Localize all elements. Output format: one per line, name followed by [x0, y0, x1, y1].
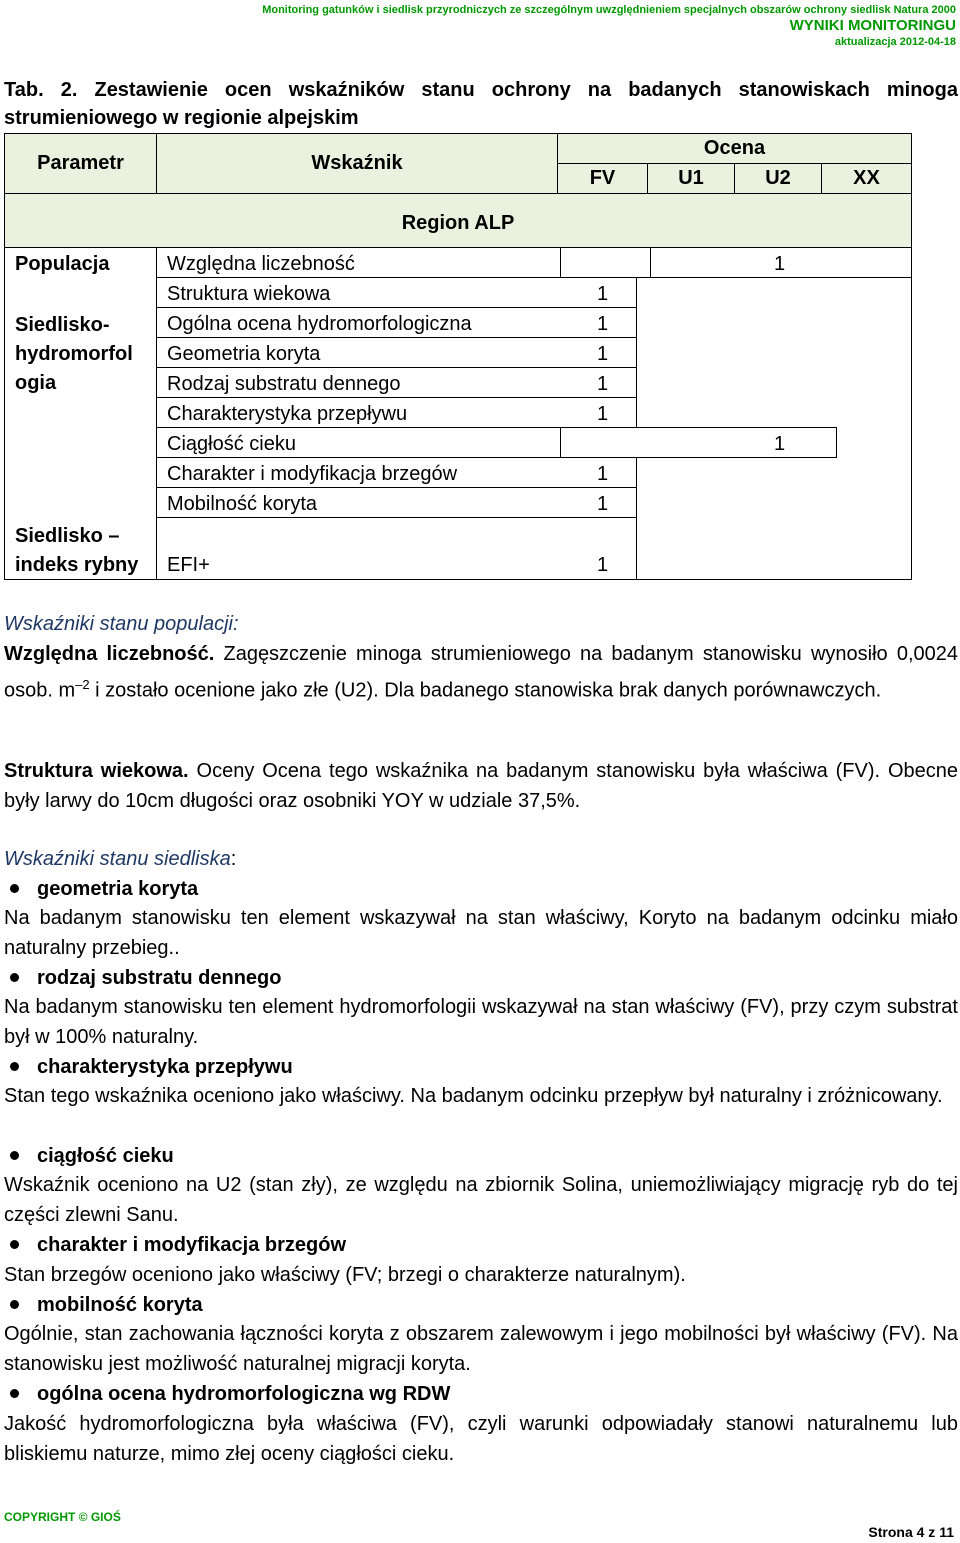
- paragraph-struktura: [4, 757, 958, 816]
- bullet-text: Stan brzegów oceniono jako właściwy (FV; brzegi o charakterze naturalnym).: [4, 1264, 686, 1286]
- col-header-parametr: Parametr: [4, 133, 157, 194]
- bullet-heading: mobilność koryta: [37, 1294, 203, 1316]
- header-project-title: Monitoring gatunków i siedlisk przyrodniczych ze szczególnym uwzględnieniem specjalnych obszarów ochrony siedlisk Natura 2000: [262, 4, 956, 16]
- bullet-icon: [10, 1389, 19, 1398]
- value-fv: 1: [597, 343, 609, 365]
- paragraph-lead: Struktura wiekowa.: [4, 760, 189, 782]
- indicator-label: Ciągłość cieku: [167, 433, 296, 455]
- bullet-item: [4, 1291, 203, 1320]
- superscript: –2: [75, 676, 90, 692]
- param-siedlisko-hydro-1: Siedlisko-: [15, 314, 110, 336]
- value-fv: 1: [597, 283, 609, 305]
- bullet-icon: [10, 1151, 19, 1160]
- bullet-text: Na badanym stanowisku ten element wskazywał na stan właściwy, Koryto na badanym odcinku miało naturalny przebieg..: [4, 907, 958, 959]
- bullet-item: [4, 964, 281, 993]
- value-u2: 1: [774, 253, 786, 275]
- grade-fv: FV: [557, 163, 648, 194]
- indicator-label: Geometria koryta: [167, 343, 321, 365]
- habitat-heading: [4, 845, 958, 875]
- divider: [560, 427, 561, 458]
- bullet-text: Na badanym stanowisku ten element hydromorfologii wskazywał na stan właściwy (FV), przy czym substrat był w 100% naturalny.: [4, 996, 958, 1048]
- bullet-text: Jakość hydromorfologiczna była właściwa (FV), czyli warunki odpowiadały stanowi naturalnemu lub bliskiemu naturze, mimo złej oceny ciągłości cieku.: [4, 1413, 958, 1465]
- indicator-label: Rodzaj substratu dennego: [167, 373, 401, 395]
- paragraph-liczebnosc: [4, 640, 958, 706]
- indicator-label: Ogólna ocena hydromorfologiczna: [167, 313, 472, 335]
- value-fv: 1: [597, 493, 609, 515]
- bullet-text: Stan tego wskaźnika oceniono jako właściwy. Na badanym odcinku przepływ był naturalny i zróżnicowany.: [4, 1085, 943, 1107]
- indicator-label: Struktura wiekowa: [167, 283, 331, 305]
- table-caption: Tab. 2. Zestawienie ocen wskaźników stanu ochrony na badanych stanowiskach minoga strumieniowego w regionie alpejskim: [4, 79, 958, 129]
- bullet-heading: charakterystyka przepływu: [37, 1056, 293, 1078]
- bullet-icon: [10, 884, 19, 893]
- bullet-item: [4, 1142, 174, 1171]
- value-u2: 1: [774, 433, 786, 455]
- grade-u2: U2: [734, 163, 822, 194]
- footer-copyright: COPYRIGHT © GIOŚ: [4, 1510, 121, 1524]
- param-siedlisko-ryby-1: Siedlisko –: [15, 525, 120, 547]
- param-populacja: Populacja: [15, 253, 110, 275]
- param-siedlisko-hydro-2: hydromorfol: [15, 343, 133, 365]
- bullet-heading: ogólna ocena hydromorfologiczna wg RDW: [37, 1383, 451, 1405]
- col-header-ocena: Ocena: [557, 133, 912, 164]
- value-fv: 1: [597, 403, 609, 425]
- bullet-item: [4, 875, 198, 904]
- indicator-label: Charakter i modyfikacja brzegów: [167, 463, 458, 485]
- population-heading: Wskaźniki stanu populacji:: [4, 613, 239, 635]
- grade-u1: U1: [647, 163, 735, 194]
- assessment-table: [4, 133, 912, 580]
- indicator-label: Charakterystyka przepływu: [167, 403, 408, 425]
- value-fv: 1: [597, 313, 609, 335]
- bullet-icon: [10, 1240, 19, 1249]
- indicator-label: Względna liczebność: [167, 253, 355, 275]
- paragraph-text: Zagęszczenie minoga strumieniowego na badanym stanowisku wynosiło 0,0024 osob. m: [4, 643, 959, 702]
- bullet-icon: [10, 1300, 19, 1309]
- value-fv: 1: [597, 373, 609, 395]
- divider: [650, 247, 651, 278]
- indicator-label: Mobilność koryta: [167, 493, 318, 515]
- value-fv: 1: [597, 463, 609, 485]
- value-fv: 1: [597, 554, 609, 576]
- grade-xx: XX: [821, 163, 912, 194]
- habitat-heading-text: Wskaźniki stanu siedliska: [4, 848, 231, 870]
- param-siedlisko-hydro-3: ogia: [15, 372, 57, 394]
- header-section-title: WYNIKI MONITORINGU: [789, 17, 956, 34]
- bullet-heading: rodzaj substratu dennego: [37, 967, 282, 989]
- bullet-heading: charakter i modyfikacja brzegów: [37, 1234, 347, 1256]
- bullet-icon: [10, 1062, 19, 1071]
- row-border: [156, 517, 637, 580]
- bullet-item: [4, 1380, 450, 1409]
- footer-page-number: Strona 4 z 11: [868, 1524, 954, 1540]
- page-header: [262, 3, 956, 49]
- paragraph-lead: Względna liczebność.: [4, 643, 215, 665]
- bullet-text: Ogólnie, stan zachowania łączności koryta z obszarem zalewowym i jego mobilności był właściwy (FV). Na stanowisku jest możliwość naturalnej migracji koryta.: [4, 1323, 958, 1375]
- bullet-heading: ciągłość cieku: [37, 1145, 174, 1167]
- region-row: Region ALP: [4, 193, 912, 248]
- bullet-item: [4, 1053, 293, 1082]
- bullet-item: [4, 1231, 346, 1260]
- paragraph-text: i zostało ocenione jako złe (U2). Dla badanego stanowiska brak danych porównawczych.: [89, 679, 882, 702]
- bullet-icon: [10, 973, 19, 982]
- habitat-heading-colon: :: [230, 848, 237, 870]
- header-update-date: aktualizacja 2012-04-18: [834, 36, 956, 48]
- divider: [560, 247, 561, 278]
- bullet-text: Wskaźnik oceniono na U2 (stan zły), ze względu na zbiornik Solina, uniemożliwiający migrację ryb do tej części zlewni Sanu.: [4, 1174, 958, 1226]
- param-siedlisko-ryby-2: indeks rybny: [15, 554, 139, 576]
- paragraph-text: Oceny Ocena tego wskaźnika na badanym stanowisku była właściwa (FV). Obecne były larwy do 10cm długości oraz osobniki YOY w udziale 37,5%.: [4, 760, 959, 812]
- col-header-wskaznik: Wskaźnik: [156, 133, 558, 194]
- indicator-label: EFI+: [167, 554, 210, 576]
- bullet-heading: geometria koryta: [37, 878, 199, 900]
